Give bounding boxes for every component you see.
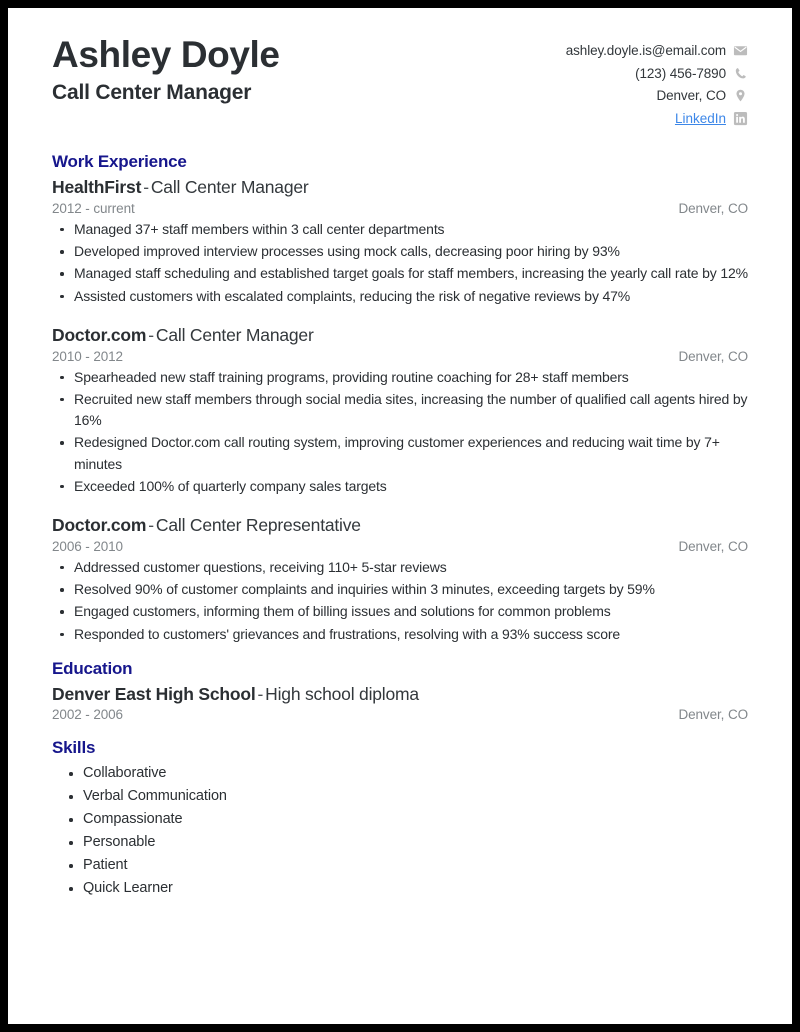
map-pin-icon [733,88,748,103]
work-entry-dates: 2006 - 2010 [52,538,123,554]
work-entry-organization: Doctor.com [52,515,147,536]
skill-item: Collaborative [52,762,748,785]
work-entry-separator: - [143,177,149,198]
work-entry-location: Denver, CO [678,538,748,554]
work-entry-bullets [52,219,748,307]
resume-page [8,8,792,1024]
skill-item: Patient [52,854,748,877]
contact-location-text: Denver, CO [656,88,726,104]
education-entry-meta [52,707,748,722]
work-entry-organization: HealthFirst [52,177,142,198]
candidate-job-title: Call Center Manager [52,80,252,104]
education-entry [52,683,748,723]
work-bullet: Spearheaded new staff training programs, providing routine coaching for 28+ staff members [52,367,748,388]
work-entry [52,324,748,497]
work-entry-location: Denver, CO [678,348,748,364]
work-bullet: Managed staff scheduling and established target goals for staff members, increasing the yearly call rate by 12% [52,263,748,284]
work-bullet: Responded to customers' grievances and frustrations, resolving with a 93% success score [52,624,748,645]
work-entry-bullets [52,367,748,498]
work-bullet: Developed improved interview processes using mock calls, decreasing poor hiring by 93% [52,241,748,262]
work-entry-location: Denver, CO [678,200,748,216]
work-bullet: Resolved 90% of customer complaints and inquiries within 3 minutes, exceeding targets by 59% [52,579,748,600]
work-entry-heading [52,176,748,200]
contact-row-phone [635,64,748,84]
education-entry-heading [52,683,748,707]
work-entry-bullets [52,557,748,645]
skill-item: Quick Learner [52,877,748,900]
education-entry-organization: Denver East High School [52,683,256,704]
work-entry-heading [52,514,748,538]
work-entry-role: Call Center Representative [155,515,361,536]
section-education [52,659,748,723]
linkedin-link[interactable]: LinkedIn [674,110,726,126]
education-entry-separator: - [257,683,264,704]
work-bullet: Addressed customer questions, receiving 110+ 5-star reviews [52,557,748,578]
work-bullet: Assisted customers with escalated complaints, reducing the risk of negative reviews by 47% [52,286,748,307]
work-entry [52,176,748,307]
work-entry-separator: - [148,515,154,536]
work-bullet: Recruited new staff members through social media sites, increasing the number of qualified call agents hired by 16% [52,389,748,432]
work-entry-separator: - [148,324,154,345]
work-entry-heading [52,324,748,348]
identity-block [52,34,280,104]
work-entry-dates: 2010 - 2012 [52,348,123,364]
work-bullet: Exceeded 100% of quarterly company sales targets [52,476,748,497]
section-title-skills: Skills [52,738,96,758]
contact-row-linkedin[interactable] [675,109,748,129]
contact-row-email [566,41,748,61]
skill-item: Personable [52,831,748,854]
skill-item: Verbal Communication [52,785,748,808]
linkedin-icon[interactable] [733,111,748,126]
section-skills [52,738,748,899]
section-work-experience [52,152,748,645]
work-entry-meta [52,539,748,554]
contact-phone-text: (123) 456-7890 [635,65,726,81]
work-entry-meta [52,201,748,216]
work-entry [52,514,748,645]
work-bullet: Engaged customers, informing them of billing issues and solutions for common problems [52,601,748,622]
envelope-icon [733,43,748,58]
education-entry-degree: High school diploma [265,683,419,704]
section-title-work-experience: Work Experience [52,152,187,172]
resume-header [52,34,748,128]
education-entry-location: Denver, CO [678,707,748,723]
work-entry-dates: 2012 - current [52,200,135,216]
work-entry-organization: Doctor.com [52,324,147,345]
skills-list [52,762,748,899]
candidate-name: Ashley Doyle [52,34,280,75]
work-entry-role: Call Center Manager [150,177,309,198]
phone-icon [733,66,748,81]
contact-row-location [656,86,748,106]
skill-item: Compassionate [52,808,748,831]
contact-block [566,34,748,128]
work-entry-role: Call Center Manager [155,324,314,345]
contact-email-text: ashley.doyle.is@email.com [565,43,726,58]
work-bullet: Managed 37+ staff members within 3 call center departments [52,219,748,240]
education-entry-dates: 2002 - 2006 [52,707,123,723]
work-bullet: Redesigned Doctor.com call routing system, improving customer experiences and reducing wait time by 7+ minutes [52,432,748,475]
section-title-education: Education [52,658,133,678]
work-entry-meta [52,349,748,364]
